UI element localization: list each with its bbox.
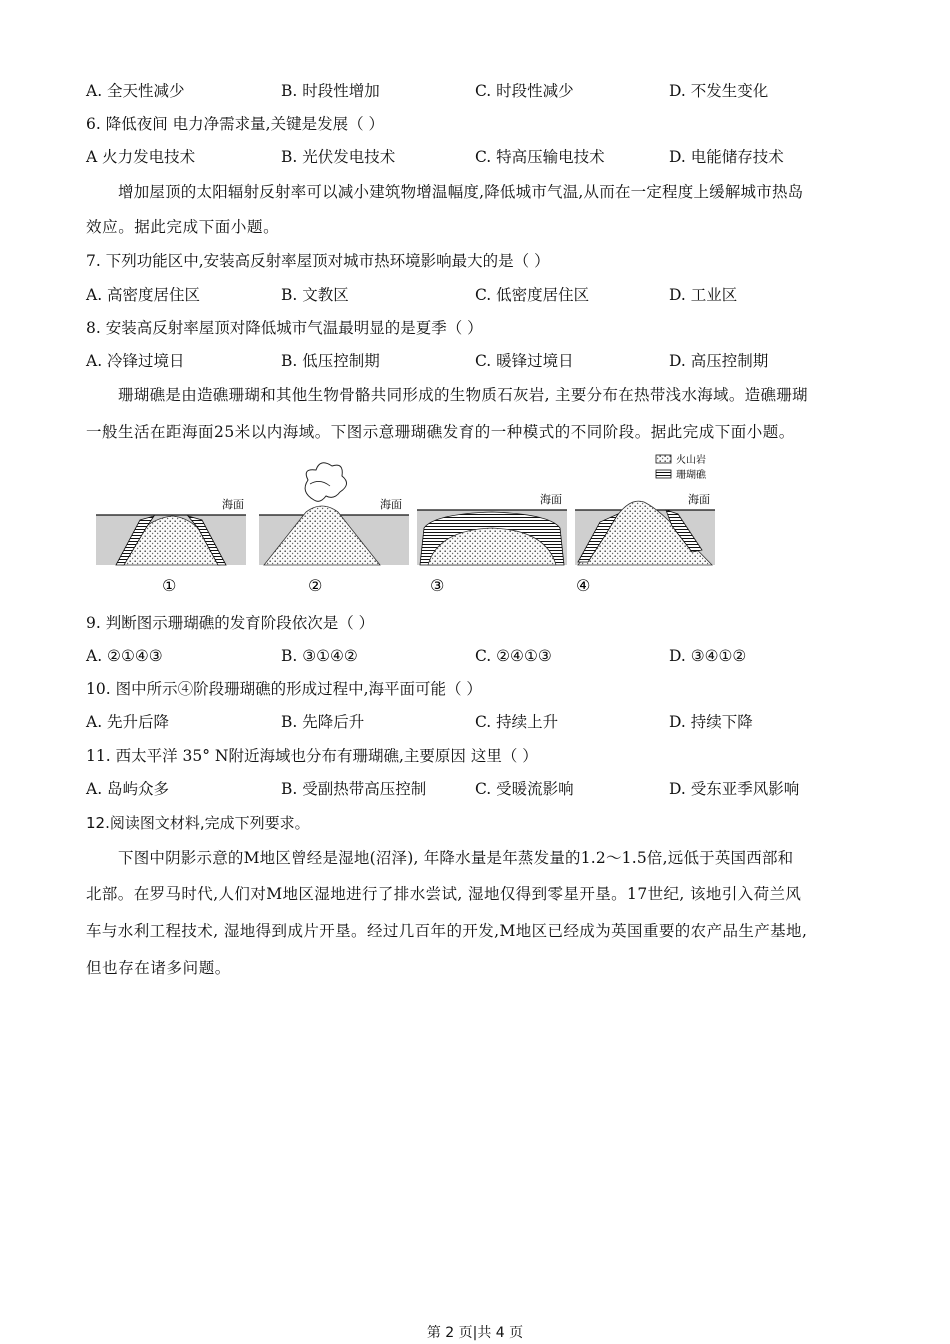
q8-option-d: D. 高压控制期 (669, 352, 769, 370)
stage-1-panel (96, 497, 246, 595)
q5-option-b: B. 时段性增加 (281, 82, 380, 100)
sea-label-4: 海面 (688, 493, 710, 506)
sea-label-3: 海面 (540, 493, 562, 506)
legend-volcanic-label: 火山岩 (676, 455, 706, 466)
sea-label-2: 海面 (380, 498, 402, 511)
coral-reef-figure (94, 450, 734, 600)
q12-stem: 12.阅读图文材料,完成下列要求。 (86, 814, 310, 832)
eruption-cloud (305, 463, 346, 502)
q8-option-c: C. 暖锋过境日 (475, 352, 574, 370)
q6-option-b: B. 光伏发电技术 (281, 148, 396, 166)
stage-3-panel (417, 492, 567, 595)
q7-option-d: D. 工业区 (669, 286, 738, 304)
q6-option-d: D. 电能储存技术 (669, 148, 784, 166)
q9-option-b: B. ③①④② (281, 647, 358, 665)
q5-option-c: C. 时段性减少 (475, 82, 574, 100)
q5-option-a: A. 全天性减少 (86, 82, 185, 100)
q9-option-c: C. ②④①③ (475, 647, 552, 665)
q9-option-d: D. ③④①② (669, 647, 747, 665)
q10-option-a: A. 先升后降 (86, 713, 170, 731)
intro78-line1: 增加屋顶的太阳辐射反射率可以减小建筑物增温幅度,降低城市气温,从而在一定程度上缓解城市热岛 (118, 183, 804, 201)
q7-option-b: B. 文教区 (281, 286, 349, 304)
q11-option-c: C. 受暖流影响 (475, 780, 574, 798)
q11-option-a: A. 岛屿众多 (86, 780, 170, 798)
q7-option-c: C. 低密度居住区 (475, 286, 590, 304)
legend-reef-label: 珊瑚礁 (676, 470, 706, 481)
q11-option-b: B. 受副热带高压控制 (281, 780, 427, 798)
q12-para-line2: 北部。在罗马时代,人们对M地区湿地进行了排水尝试, 湿地仅得到零星开垦。17世纪, 该地引入荷兰风 (86, 885, 802, 903)
q10-option-d: D. 持续下降 (669, 713, 753, 731)
figure-legend (656, 453, 707, 481)
q7-stem: 7. 下列功能区中,安装高反射率屋顶对城市热环境影响最大的是（ ） (86, 252, 550, 270)
sea-label-1: 海面 (222, 498, 244, 511)
stage-4-panel (575, 492, 715, 595)
q12-para-line4: 但也存在诸多问题。 (86, 959, 231, 977)
q8-option-a: A. 冷锋过境日 (86, 352, 185, 370)
page-footer: 第 2 页|共 4 页 (426, 1325, 524, 1341)
q10-option-c: C. 持续上升 (475, 713, 559, 731)
q10-option-b: B. 先降后升 (281, 713, 365, 731)
stage-2-panel (259, 463, 409, 595)
stage-2-label: ② (308, 576, 323, 595)
q10-stem: 10. 图中所示④阶段珊瑚礁的形成过程中,海平面可能（ ） (86, 680, 482, 698)
q9-stem: 9. 判断图示珊瑚礁的发育阶段依次是（ ） (86, 614, 375, 632)
q12-para-line3: 车与水利工程技术, 湿地得到成片开垦。经过几百年的开发,M地区已经成为英国重要的农产品生产基地, (86, 922, 808, 940)
q5-option-d: D. 不发生变化 (669, 82, 769, 100)
q6-option-a: A 火力发电技术 (86, 148, 196, 166)
stage-4-label: ④ (576, 576, 591, 595)
intro911-line1: 珊瑚礁是由造礁珊瑚和其他生物骨骼共同形成的生物质石灰岩, 主要分布在热带浅水海域。造礁珊瑚 (118, 386, 808, 404)
stage-1-label: ① (162, 576, 177, 595)
stage-3-label: ③ (430, 576, 445, 595)
intro78-line2: 效应。据此完成下面小题。 (86, 218, 280, 236)
q9-option-a: A. ②①④③ (86, 647, 163, 665)
q12-para-line1: 下图中阴影示意的M地区曾经是湿地(沼泽), 年降水量是年蒸发量的1.2～1.5倍,远低于英国西部和 (118, 849, 794, 867)
q7-option-a: A. 高密度居住区 (86, 286, 201, 304)
q8-stem: 8. 安装高反射率屋顶对降低城市气温最明显的是夏季（ ） (86, 319, 483, 337)
q6-option-c: C. 特高压输电技术 (475, 148, 605, 166)
q8-option-b: B. 低压控制期 (281, 352, 380, 370)
intro911-line2: 一般生活在距海面25米以内海域。下图示意珊瑚礁发育的一种模式的不同阶段。据此完成下面小题。 (86, 423, 795, 441)
q6-stem: 6. 降低夜间 电力净需求量,关键是发展（ ） (86, 115, 384, 133)
q11-stem: 11. 西太平洋 35° N附近海域也分布有珊瑚礁,主要原因 这里（ ） (86, 747, 538, 765)
q11-option-d: D. 受东亚季风影响 (669, 780, 800, 798)
